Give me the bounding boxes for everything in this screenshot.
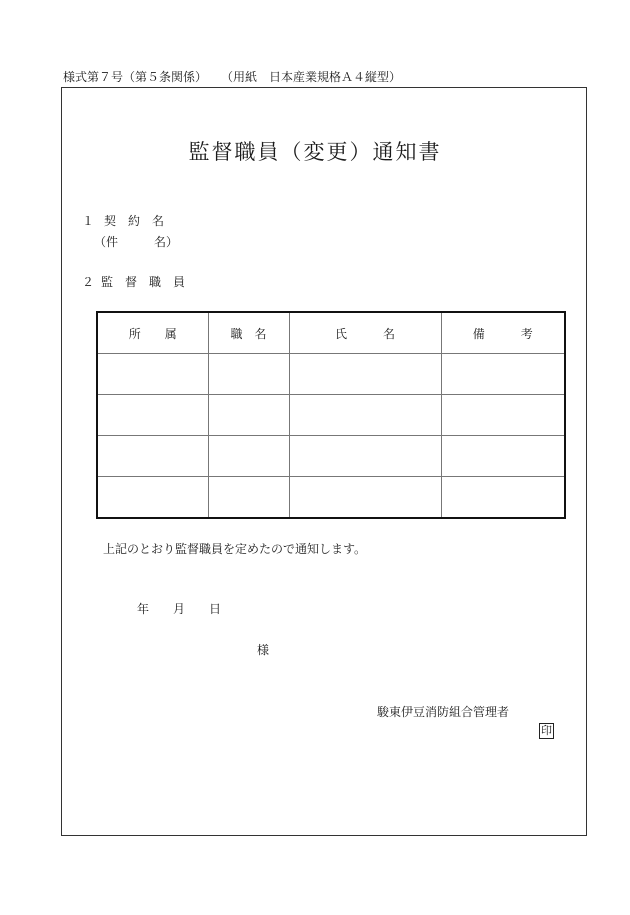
table-cell[interactable]: [289, 354, 441, 395]
table-header-row: [97, 312, 565, 354]
table-cell[interactable]: [208, 395, 289, 436]
table-cell[interactable]: [441, 354, 565, 395]
table-cell[interactable]: [97, 477, 208, 519]
table-cell[interactable]: [441, 477, 565, 519]
date-line: [137, 600, 221, 617]
table-row: [97, 354, 565, 395]
supervisor-table: [96, 311, 566, 519]
form-header: [63, 68, 401, 85]
table-row: [97, 436, 565, 477]
issuer-name: 駿東伊豆消防組合管理者: [377, 705, 510, 719]
header-name: 氏 名: [289, 312, 441, 354]
table-cell[interactable]: [97, 354, 208, 395]
paper-note: （用紙 日本産業規格Ａ４縦型）: [221, 70, 402, 84]
header-remarks: 備 考: [441, 312, 565, 354]
table-cell[interactable]: [208, 436, 289, 477]
header-position: 職 名: [208, 312, 289, 354]
table-cell[interactable]: [441, 395, 565, 436]
table-cell[interactable]: [441, 436, 565, 477]
seal-mark: 印: [541, 724, 552, 737]
notification-text: 上記のとおり監督職員を定めたので通知します。: [103, 542, 367, 556]
table-cell[interactable]: [208, 477, 289, 519]
item-1-label: 契 約 名: [104, 214, 165, 228]
item-1-number: １: [82, 214, 95, 228]
table-cell[interactable]: [97, 395, 208, 436]
table-cell[interactable]: [289, 395, 441, 436]
table-row: [97, 477, 565, 519]
table-cell[interactable]: [208, 354, 289, 395]
date-day: 日: [209, 602, 222, 616]
table-row: [97, 395, 565, 436]
header-affiliation: 所 属: [97, 312, 208, 354]
form-number: 様式第７号（第５条関係）: [63, 70, 208, 84]
document-title: 監督職員（変更）通知書: [188, 140, 442, 164]
item-1-sub-label: （件 名）: [94, 235, 179, 249]
item-2-label: 監 督 職 員: [101, 275, 186, 289]
table-cell[interactable]: [289, 436, 441, 477]
item-2-number: ２: [82, 275, 95, 289]
addressee-suffix: 様: [257, 643, 270, 657]
table-cell[interactable]: [289, 477, 441, 519]
date-year: 年: [137, 602, 150, 616]
date-month: 月: [173, 602, 186, 616]
table-cell[interactable]: [97, 436, 208, 477]
